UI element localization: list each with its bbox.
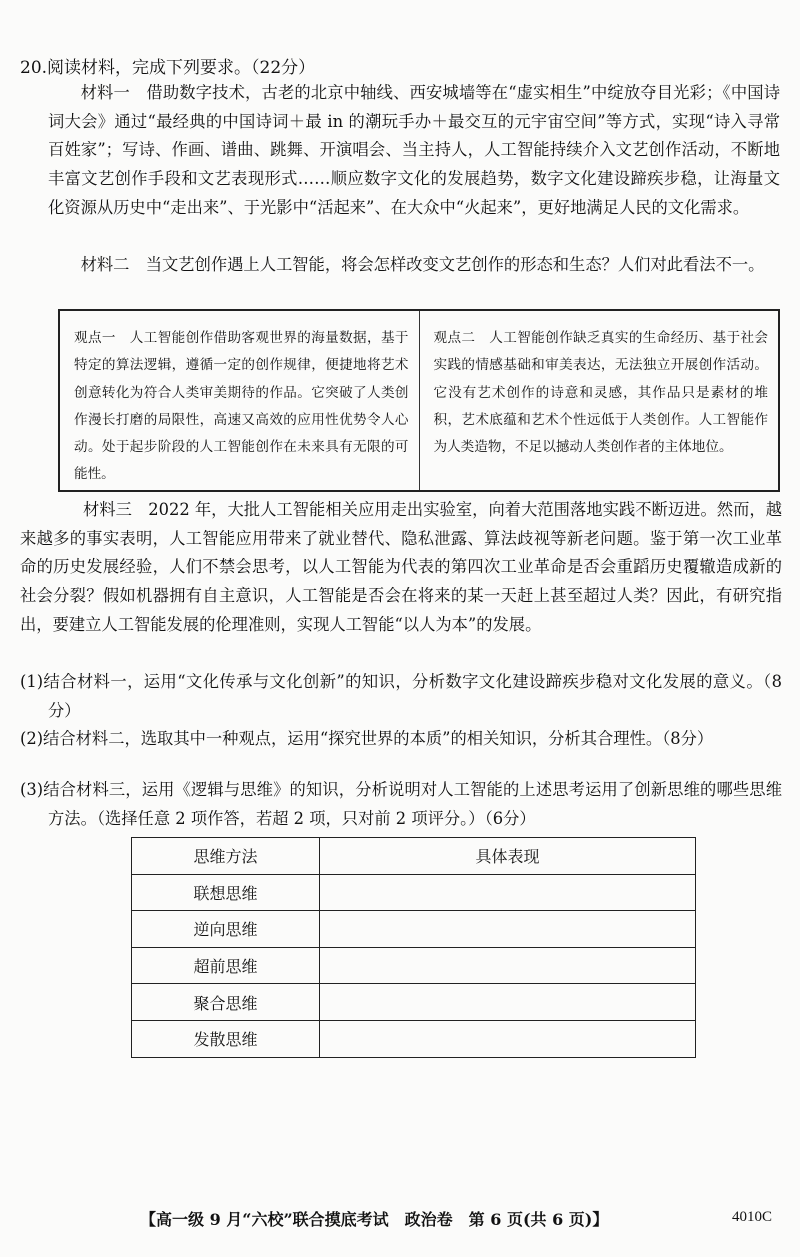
- table-row: [132, 874, 696, 911]
- method-cell: 逆向思维: [132, 911, 320, 948]
- subquestion-3: (3)结合材料三，运用《逻辑与思维》的知识，分析说明对人工智能的上述思考运用了创新思维的哪些思维方法。（选择任意 2 项作答，若超 2 项，只对前 2 项评分。）（6分）: [20, 780, 782, 828]
- question-title: 20.阅读材料，完成下列要求。（22分）: [20, 58, 316, 78]
- table-row: [132, 911, 696, 948]
- material-two: 材料二 当文艺创作遇上人工智能，将会怎样改变文艺创作的形态和生态？人们对此看法不一。: [80, 255, 765, 274]
- method-cell: 联想思维: [132, 874, 320, 911]
- answer-cell[interactable]: [320, 984, 696, 1021]
- method-cell: 发散思维: [132, 1020, 320, 1057]
- viewpoints-box: [58, 309, 780, 492]
- answer-cell[interactable]: [320, 911, 696, 948]
- material-one: 材料一 借助数字技术，古老的北京中轴线、西安城墙等在“虚实相生”中绽放夺目光彩；《中国诗词大会》通过“最经典的中国诗词＋最 in 的潮玩手办＋最交互的元宇宙空间”等方式，实现“诗入寻常百姓家”；写诗、作画、谱曲、跳舞、开演唱会、当主持人，人工智能持续介入文艺创作活动，不断地丰富文艺创作手段和文艺表现形式……顺应数字文化的发展趋势，数字文化建设蹄疾步稳，让海量文化资源从历史中“走出来”、于光影中“活起来”、在大众中“火起来”，更好地满足人民的文化需求。: [48, 83, 780, 217]
- header-detail: 具体表现: [320, 838, 696, 875]
- answer-cell[interactable]: [320, 1020, 696, 1057]
- header-method: 思维方法: [132, 838, 320, 875]
- thinking-methods-table: [131, 837, 696, 1058]
- table-row: [132, 984, 696, 1021]
- answer-cell[interactable]: [320, 947, 696, 984]
- viewpoint-one: 观点一 人工智能创作借助客观世界的海量数据，基于特定的算法逻辑，遵循一定的创作规律，便捷地将艺术创意转化为符合人类审美期待的作品。它突破了人类创作漫长打磨的局限性，高速又高效的应用性优势令人心动。处于起步阶段的人工智能创作在未来具有无限的可能性。: [60, 311, 420, 490]
- table-row: [132, 947, 696, 984]
- page-footer: 【高一级 9 月“六校”联合摸底考试 政治卷 第 6 页(共 6 页)】: [140, 1210, 609, 1229]
- material-three: 材料三 2022 年，大批人工智能相关应用走出实验室，向着大范围落地实践不断迈进。然而，越来越多的事实表明，人工智能应用带来了就业替代、隐私泄露、算法歧视等新老问题。鉴于第一次工业革命的历史发展经验，人们不禁会思考，以人工智能为代表的第四次工业革命是否会重蹈历史覆辙造成新的社会分裂？假如机器拥有自主意识，人工智能是否会在将来的某一天赶上甚至超过人类？因此，有研究指出，要建立人工智能发展的伦理准则，实现人工智能“以人为本”的发展。: [20, 500, 782, 634]
- subquestion-2: (2)结合材料二，选取其中一种观点，运用“探究世界的本质”的相关知识，分析其合理性。（8分）: [20, 729, 714, 748]
- table-header-row: [132, 838, 696, 875]
- answer-cell[interactable]: [320, 874, 696, 911]
- paper-code: 4010C: [732, 1209, 773, 1225]
- viewpoint-two: 观点二 人工智能创作缺乏真实的生命经历、基于社会实践的情感基础和审美表达，无法独立开展创作活动。它没有艺术创作的诗意和灵感，其作品只是素材的堆积，艺术底蕴和艺术个性远低于人类创作。人工智能作为人类造物，不足以撼动人类创作者的主体地位。: [433, 330, 768, 456]
- method-cell: 超前思维: [132, 947, 320, 984]
- subquestion-1: (1)结合材料一，运用“文化传承与文化创新”的知识，分析数字文化建设蹄疾步稳对文化发展的意义。（8分）: [20, 672, 782, 720]
- method-cell: 聚合思维: [132, 984, 320, 1021]
- table-row: [132, 1020, 696, 1057]
